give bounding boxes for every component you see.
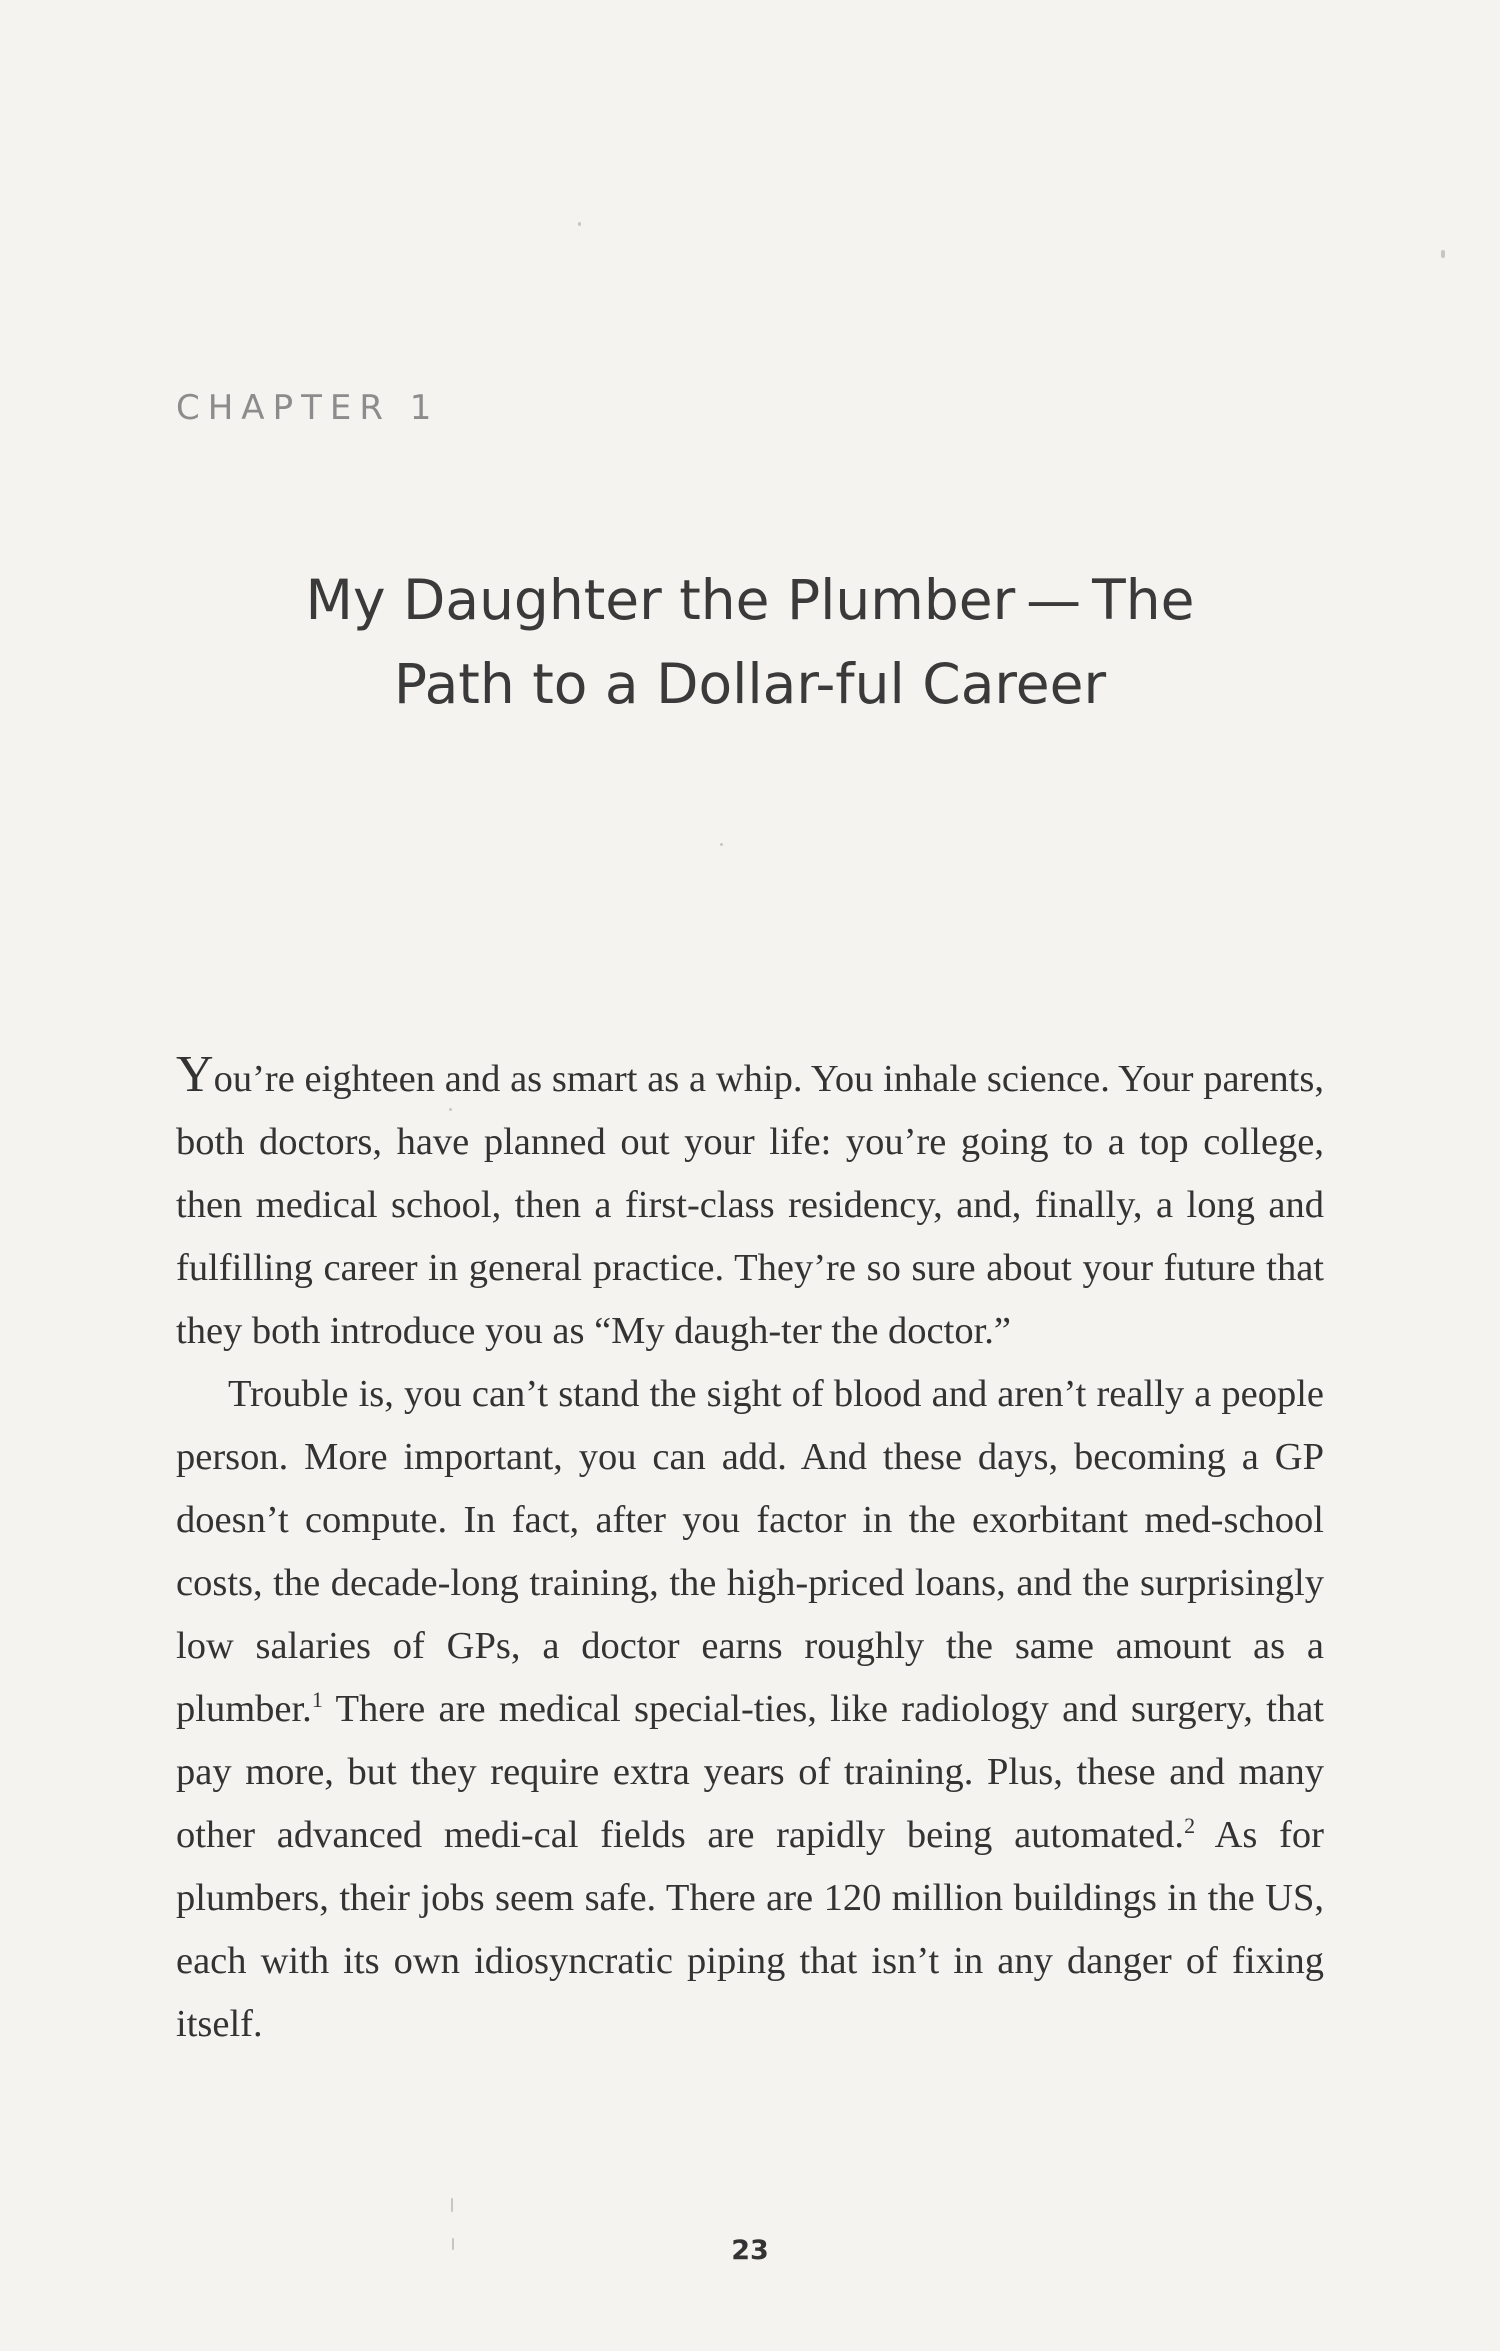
scan-speck bbox=[451, 2198, 453, 2212]
drop-cap: Y bbox=[176, 1046, 214, 1103]
chapter-title-line-1: My Daughter the Plumber — The bbox=[305, 568, 1195, 632]
paragraph-2 bbox=[176, 1363, 1324, 2056]
scan-speck bbox=[578, 222, 581, 226]
footnote-ref-2[interactable]: 2 bbox=[1184, 1813, 1196, 1839]
scan-speck bbox=[1441, 250, 1445, 258]
page-number: 23 bbox=[731, 2235, 769, 2266]
paragraph-1-text: ou’re eighteen and as smart as a whip. You inhale science. Your parents, both doctors, have planned out your life: you’re going to a top college, then medical school, then a first-class residency, and, finally, a long and fulfilling career in general practice. They’re so sure about your future that they both introduce you as “My daugh-ter the doctor.” bbox=[176, 1058, 1324, 1352]
paragraph-1 bbox=[176, 1048, 1324, 1363]
scan-speck bbox=[452, 2238, 454, 2250]
scan-speck bbox=[449, 1108, 452, 1111]
chapter-title bbox=[176, 558, 1324, 726]
scan-speck bbox=[720, 843, 723, 846]
chapter-label: CHAPTER 1 bbox=[176, 388, 440, 428]
footnote-ref-1[interactable]: 1 bbox=[311, 1687, 323, 1713]
body-text bbox=[176, 1048, 1324, 2056]
paragraph-2-text-b: There are medical special-ties, like radiology and surgery, that pay more, but they require extra years of training. Plus, these and many other advanced medi-cal fields are rapidly being automated. bbox=[176, 1688, 1324, 1856]
paragraph-2-text-c: As for plumbers, their jobs seem safe. There are 120 million buildings in the US, each with its own idiosyncratic piping that isn’t in any danger of fixing itself. bbox=[176, 1814, 1324, 2045]
paragraph-2-text-a: Trouble is, you can’t stand the sight of blood and aren’t really a people person. More important, you can add. And these days, becoming a GP doesn’t compute. In fact, after you factor in the exorbitant med-school costs, the decade-long training, the high-priced loans, and the surprisingly low salaries of GPs, a doctor earns roughly the same amount as a plumber. bbox=[176, 1373, 1324, 1730]
chapter-title-line-2: Path to a Dollar-ful Career bbox=[393, 652, 1107, 716]
